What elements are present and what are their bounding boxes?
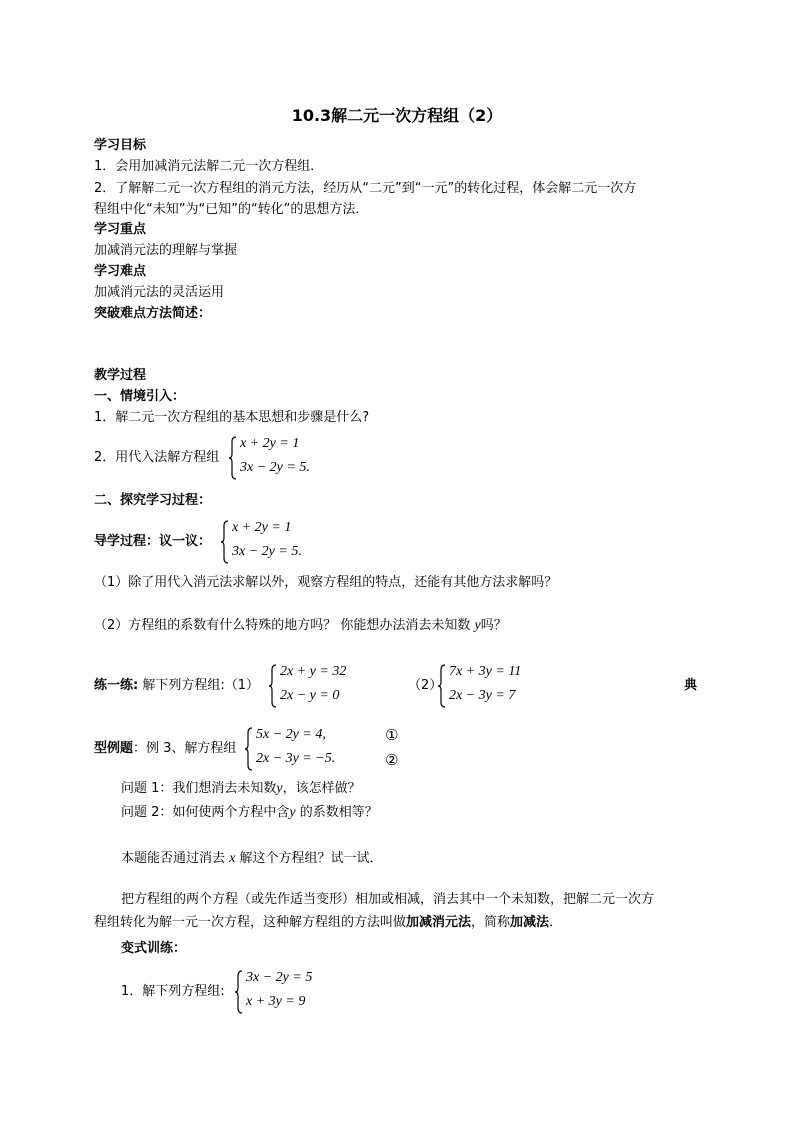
equation-line: x + 3y = 9 [246, 994, 306, 1009]
goal-item-2-line-1: 2．了解解二元一次方程组的消元方法，经历从“二元”到“一元”的转化过程，体会解二元一次方 [94, 181, 637, 196]
summary-text: 程组转化为解一元一次方程，这种解方程组的方法叫做 [94, 915, 407, 930]
key-point-heading: 学习重点 [94, 222, 147, 237]
practice-2-label: （2） [408, 678, 443, 693]
variable: y [276, 781, 283, 796]
variable: y [474, 618, 481, 633]
variable: y [289, 805, 296, 820]
equation-line: 3x − 2y = 5. [240, 460, 310, 475]
equation-line: 2x + y = 32 [280, 664, 347, 679]
trailing-char: 典 [684, 678, 698, 693]
summary-term: 加减消元法 [406, 915, 472, 930]
question-text: 的系数相等？ [295, 805, 378, 820]
variant-item-1-label: 1．解下列方程组: [121, 984, 225, 999]
question-text: 问题 1：我们想消去未知数 [121, 781, 277, 796]
variant-heading: 变式训练： [121, 941, 187, 956]
process-heading: 教学过程 [94, 368, 147, 383]
question-text: 吗？ [480, 618, 507, 633]
equation-line: 2x − y = 0 [280, 688, 340, 703]
explore-question-2 [94, 617, 507, 635]
breakthrough-heading: 突破难点方法简述： [94, 306, 212, 321]
equation-line: 5x − 2y = 4, [256, 727, 326, 742]
example-try [121, 850, 383, 868]
page-title: 10.3解二元一次方程组（2） [291, 106, 503, 125]
question-text: ，该怎样做？ [282, 781, 361, 796]
summary-text: ，简称 [471, 915, 511, 930]
practice-label [94, 677, 259, 695]
brace-icon [220, 520, 230, 564]
intro-question-1: 1．解二元一次方程组的基本思想和步骤是什么? [94, 410, 370, 425]
equation-line: 2x − 3y = 7 [449, 688, 516, 703]
example-label [94, 740, 236, 758]
summary-text: ． [549, 915, 563, 930]
intro-heading: 一、情境引入： [94, 389, 186, 404]
intro-question-2-label: 2．用代入法解方程组 [94, 450, 220, 465]
question-text: 问题 2：如何使两个方程中含 [121, 805, 290, 820]
equation-line: 7x + 3y = 11 [449, 664, 522, 679]
explore-question-1: （1）除了用代入消元法求解以外，观察方程组的特点，还能有其他方法求解吗？ [94, 575, 558, 590]
example-question-1 [121, 780, 361, 798]
difficulty-heading: 学习难点 [94, 264, 147, 279]
explore-heading: 二、探究学习过程： [94, 493, 212, 508]
key-point-text: 加减消元法的理解与掌握 [94, 243, 238, 258]
example-label-bold: 型例题 [94, 741, 134, 756]
equation-line: 2x − 3y = −5. [256, 751, 336, 766]
goal-item-2-line-2: 程组中化“未知”为“已知”的“转化”的思想方法． [94, 202, 369, 217]
brace-icon [437, 664, 447, 708]
equation-mark-2: ② [385, 751, 399, 769]
equation-line: x + 2y = 1 [240, 436, 300, 451]
summary-term: 加减法 [510, 915, 550, 930]
example-question-2 [121, 804, 378, 822]
summary-line-1: 把方程组的两个方程（或先作适当变形）相加或相减，消去其中一个未知数，把解二元一次方 [121, 892, 655, 907]
question-text: 本题能否通过消去 [121, 851, 230, 866]
equation-line: 3x − 2y = 5 [246, 970, 313, 985]
example-label-text: ：例 3、解方程组 [133, 741, 237, 756]
guide-label: 导学过程：议一议： [94, 534, 212, 549]
practice-label-bold: 练一练: [94, 678, 139, 693]
equation-mark-1: ① [385, 726, 399, 744]
equation-line: x + 2y = 1 [232, 520, 292, 535]
practice-label-text: 解下列方程组:（1） [138, 678, 259, 693]
brace-icon [244, 727, 254, 771]
brace-icon [228, 436, 238, 480]
goal-item-1: 1．会用加减消元法解二元一次方程组． [94, 159, 324, 174]
brace-icon [268, 664, 278, 708]
summary-line-2 [94, 914, 562, 932]
question-text: （2）方程组的系数有什么特殊的地方吗？ 你能想办法消去未知数 [94, 618, 475, 633]
brace-icon [234, 970, 244, 1014]
variable: x [229, 851, 236, 866]
question-text: 解这个方程组？试一试． [235, 851, 383, 866]
equation-line: 3x − 2y = 5. [232, 544, 302, 559]
goals-heading: 学习目标 [94, 138, 147, 153]
difficulty-text: 加减消元法的灵活运用 [94, 285, 225, 300]
